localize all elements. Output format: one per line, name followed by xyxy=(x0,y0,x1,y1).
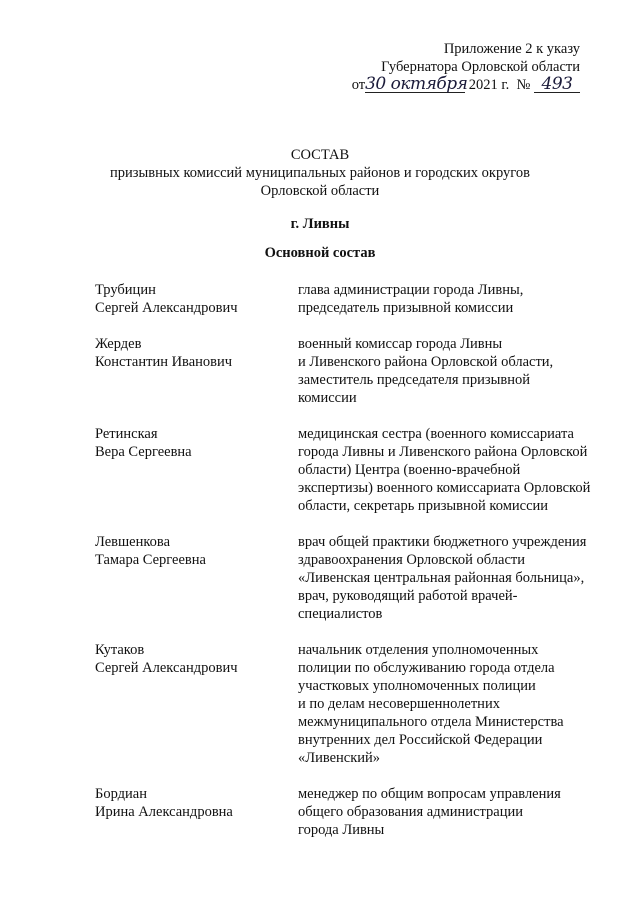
role-line: и по делам несовершеннолетних xyxy=(298,696,500,712)
role-line: медицинская сестра (военного комиссариата xyxy=(298,426,574,442)
member-entry xyxy=(95,533,635,623)
member-role xyxy=(298,335,638,407)
member-entry xyxy=(95,785,635,839)
member-surname: Ретинская xyxy=(95,426,158,442)
role-line: менеджер по общим вопросам управления xyxy=(298,786,561,802)
section-subtitle: Основной состав xyxy=(264,245,376,261)
member-entry xyxy=(95,335,635,407)
role-line: города Ливны и Ливенского района Орловской xyxy=(298,444,588,460)
member-surname: Кутаков xyxy=(95,642,145,658)
title-line-2: Орловской области xyxy=(260,183,380,199)
member-entry xyxy=(95,281,635,317)
role-line: общего образования администрации xyxy=(298,804,523,820)
member-surname: Бордиан xyxy=(95,786,147,802)
role-line: города Ливны xyxy=(298,822,385,838)
member-role xyxy=(298,281,638,317)
appendix-header xyxy=(280,40,580,94)
role-line: врач общей практики бюджетного учреждения xyxy=(298,534,587,550)
member-given-names: Вера Сергеевна xyxy=(95,444,192,460)
member-given-names: Сергей Александрович xyxy=(95,660,238,676)
member-name xyxy=(95,335,298,407)
member-given-names: Константин Иванович xyxy=(95,354,233,370)
role-line: «Ливенская центральная районная больница», xyxy=(298,570,585,586)
title-heading: СОСТАВ xyxy=(290,147,350,163)
role-line: экспертизы) военного комиссариата Орловской xyxy=(298,480,591,496)
member-name xyxy=(95,785,298,839)
member-name xyxy=(95,281,298,317)
handwritten-date: 30 октября xyxy=(365,74,468,94)
role-line: военный комиссар города Ливны xyxy=(298,336,503,352)
date-prefix: от xyxy=(351,77,366,93)
role-line: заместитель председателя призывной xyxy=(298,372,530,388)
member-given-names: Ирина Александровна xyxy=(95,804,233,820)
role-line: врач, руководящий работой врачей- xyxy=(298,588,518,604)
member-entry xyxy=(95,425,635,515)
member-role xyxy=(298,533,638,623)
role-line: комиссии xyxy=(298,390,357,406)
role-line: специалистов xyxy=(298,606,383,622)
member-role xyxy=(298,641,638,767)
role-line: и Ливенского района Орловской области, xyxy=(298,354,554,370)
member-entry xyxy=(95,641,635,767)
role-line: «Ливенский» xyxy=(298,750,381,766)
member-role xyxy=(298,425,638,515)
member-name xyxy=(95,533,298,623)
member-surname: Жердев xyxy=(95,336,142,352)
city-heading: г. Ливны xyxy=(290,216,350,232)
member-given-names: Сергей Александрович xyxy=(95,300,238,316)
role-line: участковых уполномоченных полиции xyxy=(298,678,536,694)
title-line-1: призывных комиссий муниципальных районов и городских округов xyxy=(110,165,530,181)
role-line: глава администрации города Ливны, xyxy=(298,282,524,298)
appendix-date-line xyxy=(280,76,580,94)
member-name xyxy=(95,641,298,767)
role-line: начальник отделения уполномоченных xyxy=(298,642,539,658)
role-line: здравоохранения Орловской области xyxy=(298,552,525,568)
role-line: области, секретарь призывной комиссии xyxy=(298,498,549,514)
role-line: области) Центра (военно-врачебной xyxy=(298,462,521,478)
document-title xyxy=(0,146,640,200)
handwritten-number: 493 xyxy=(534,76,580,93)
role-line: председатель призывной комиссии xyxy=(298,300,514,316)
member-surname: Трубицин xyxy=(95,282,156,298)
role-line: внутренних дел Российской Федерации xyxy=(298,732,543,748)
member-name xyxy=(95,425,298,515)
appendix-line-1: Приложение 2 к указу xyxy=(443,41,580,57)
appendix-line-2: Губернатора Орловской области xyxy=(381,59,580,75)
member-surname: Левшенкова xyxy=(95,534,171,550)
role-line: межмуниципального отдела Министерства xyxy=(298,714,564,730)
member-role xyxy=(298,785,638,839)
number-sign: № xyxy=(516,77,531,93)
role-line: полиции по обслуживанию города отдела xyxy=(298,660,555,676)
date-year: 2021 г. xyxy=(468,77,510,93)
member-given-names: Тамара Сергеевна xyxy=(95,552,206,568)
members-list xyxy=(95,281,635,839)
